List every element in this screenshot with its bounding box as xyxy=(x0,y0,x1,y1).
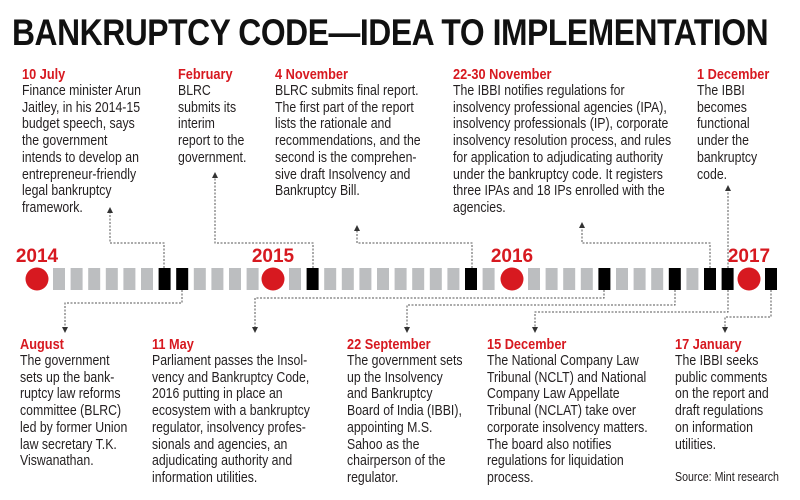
month-block xyxy=(483,268,495,290)
year-label: 2015 xyxy=(251,246,295,267)
event-description-line: on information xyxy=(675,418,753,436)
month-block xyxy=(289,268,301,290)
event-description-line: Parliament passes the Insol- xyxy=(152,352,308,369)
event-month-block xyxy=(159,268,171,290)
event-description-line: insolvency professional agencies (IPA), xyxy=(453,98,667,116)
event-description-line: second is the comprehen- xyxy=(275,148,417,166)
event-description-line: agencies. xyxy=(453,198,506,216)
month-block xyxy=(342,268,354,290)
event-description-line: recommendations, and the xyxy=(275,132,421,150)
event-description-line: Board of India (IBBI), xyxy=(347,402,462,420)
event-month-block xyxy=(176,268,188,290)
event-description xyxy=(487,353,648,487)
month-block xyxy=(229,268,241,290)
event-description xyxy=(178,83,246,167)
event-description xyxy=(275,83,421,200)
event-date: 1 December xyxy=(697,66,770,83)
event-description-line: Viswanathan. xyxy=(20,452,94,470)
event-description-line: government. xyxy=(178,148,247,166)
year-label: 2017 xyxy=(727,246,771,267)
event-description-line: for application to adjudicating authority xyxy=(453,148,663,166)
event-month-block xyxy=(722,268,734,290)
event-month-block xyxy=(704,268,716,290)
event-month-block xyxy=(765,268,777,290)
event-date: August xyxy=(20,336,64,353)
event-description-line: utilities. xyxy=(675,435,717,453)
event-description-line: Sahoo as the xyxy=(347,435,420,453)
month-block xyxy=(71,268,83,290)
event-description-line: The IBBI xyxy=(697,82,745,99)
month-block xyxy=(651,268,663,290)
event-date: 11 May xyxy=(152,336,194,353)
event-description-line: The government sets xyxy=(347,352,463,369)
timeline-event xyxy=(347,336,488,487)
event-date: 10 July xyxy=(22,66,66,83)
event-description-line: regulations for liquidation xyxy=(487,452,624,470)
month-block xyxy=(686,268,698,290)
month-block xyxy=(141,268,153,290)
event-description-line: three IPAs and 18 IPs enrolled with the xyxy=(453,182,665,200)
event-description-line: ecosystem with a bankruptcy xyxy=(152,402,310,420)
event-description-line: functional xyxy=(697,115,750,133)
event-description-line: insolvency resolution process, and rules xyxy=(453,132,672,150)
month-block xyxy=(616,268,628,290)
event-description-line: draft regulations xyxy=(675,402,764,420)
timeline-event xyxy=(453,66,719,217)
month-block xyxy=(395,268,407,290)
connector-11-may xyxy=(255,290,604,330)
month-block xyxy=(211,268,223,290)
month-block xyxy=(247,268,259,290)
month-block xyxy=(377,268,389,290)
year-label: 2016 xyxy=(490,246,534,267)
event-date: 17 January xyxy=(675,336,742,353)
connector-august xyxy=(65,290,182,330)
event-description-line: submits its xyxy=(178,98,237,116)
event-description-line: legal bankruptcy xyxy=(22,182,112,200)
event-description-line: on the report and xyxy=(675,385,769,403)
infographic-title: BANKRUPTCY CODE—IDEA TO IMPLEMENTATION xyxy=(12,12,769,53)
year-marker xyxy=(262,268,285,291)
year-label: 2014 xyxy=(15,246,59,267)
month-block xyxy=(359,268,371,290)
event-description-line: bankruptcy xyxy=(697,148,758,166)
event-description-line: The board also notifies xyxy=(487,435,612,453)
month-block xyxy=(546,268,558,290)
month-block xyxy=(581,268,593,290)
event-description-line: chairperson of the xyxy=(347,452,446,470)
event-description-line: Finance minister Arun xyxy=(22,82,141,99)
timeline-event xyxy=(675,336,789,453)
year-marker xyxy=(26,268,49,291)
event-description xyxy=(152,353,310,487)
event-description-line: entrepreneur-friendly xyxy=(22,165,137,183)
event-description-line: corporate insolvency matters. xyxy=(487,418,648,436)
source-note: Source: Mint research xyxy=(675,470,779,484)
event-description-line: committee (BLRC) xyxy=(20,402,122,420)
event-description-line: framework. xyxy=(22,198,83,216)
event-description-line: up the Insolvency xyxy=(347,368,443,386)
event-description-line: report to the xyxy=(178,132,245,150)
month-block xyxy=(412,268,424,290)
event-description-line: The National Company Law xyxy=(487,352,639,369)
connector-10-july xyxy=(110,210,164,268)
month-block xyxy=(430,268,442,290)
timeline-event xyxy=(20,336,151,470)
event-description-line: budget speech, says xyxy=(22,115,135,133)
event-description-line: The IBBI notifies regulations for xyxy=(453,82,625,99)
event-description-line: The IBBI seeks xyxy=(675,352,759,369)
event-description xyxy=(22,83,141,217)
event-description-line: Tribunal (NCLAT) take over xyxy=(487,402,637,420)
event-month-block xyxy=(307,268,319,290)
event-description-line: vency and Bankruptcy Code, xyxy=(152,368,310,386)
event-description-line: regulator, insolvency profes- xyxy=(152,418,306,436)
event-description-line: The government xyxy=(20,352,110,369)
event-description-line: public comments xyxy=(675,368,768,386)
event-description-line: The first part of the report xyxy=(275,98,414,116)
event-description-line: led by former Union xyxy=(20,418,128,436)
event-description-line: adjudicating authority and xyxy=(152,452,293,470)
event-description-line: Bankruptcy Bill. xyxy=(275,182,360,200)
event-description xyxy=(697,83,767,183)
event-description-line: and Bankruptcy xyxy=(347,385,433,403)
event-description-line: ruptcy law reforms xyxy=(20,385,121,403)
connector-22-september xyxy=(407,290,675,330)
month-block xyxy=(563,268,575,290)
event-description-line: lists the rationale and xyxy=(275,115,392,133)
timeline-event xyxy=(697,66,782,183)
timeline-event xyxy=(22,66,167,217)
month-block xyxy=(53,268,65,290)
event-description-line: Jaitley, in his 2014-15 xyxy=(22,98,141,116)
event-description-line: BLRC xyxy=(178,82,211,99)
connector-4-november xyxy=(357,228,472,268)
event-description-line: law secretary T.K. xyxy=(20,435,117,453)
event-description xyxy=(453,83,671,217)
month-block xyxy=(528,268,540,290)
event-month-block xyxy=(598,268,610,290)
event-description-line: sive draft Insolvency and xyxy=(275,165,411,183)
event-description xyxy=(675,353,769,453)
event-description-line: sets up the bank- xyxy=(20,368,115,386)
event-description-line: 2016 putting in place an xyxy=(152,385,283,403)
year-marker xyxy=(738,268,761,291)
event-description-line: BLRC submits final report. xyxy=(275,82,419,99)
event-description-line: under the xyxy=(697,132,749,150)
connector-17-january xyxy=(725,290,771,330)
month-block xyxy=(88,268,100,290)
event-month-block xyxy=(465,268,477,290)
event-description xyxy=(20,353,127,470)
event-month-block xyxy=(669,268,681,290)
event-date: 15 December xyxy=(487,336,567,353)
connector-22-30-november xyxy=(582,225,710,268)
connector-15-december xyxy=(535,290,728,330)
event-description-line: insolvency professionals (IP), corporate xyxy=(453,115,669,133)
month-block xyxy=(106,268,118,290)
month-block xyxy=(123,268,135,290)
year-marker xyxy=(501,268,524,291)
month-block xyxy=(447,268,459,290)
event-date: 22 September xyxy=(347,336,431,353)
timeline-event xyxy=(275,66,453,200)
event-date: 22-30 November xyxy=(453,66,552,83)
event-description-line: Company Law Appellate xyxy=(487,385,620,403)
event-description xyxy=(347,353,463,487)
timeline-event xyxy=(487,336,683,487)
event-description-line: information utilities. xyxy=(152,468,258,486)
event-description-line: the government xyxy=(22,132,108,150)
event-description-line: becomes xyxy=(697,98,747,116)
event-description-line: sionals and agencies, an xyxy=(152,435,288,453)
month-block xyxy=(324,268,336,290)
event-description-line: appointing M.S. xyxy=(347,418,433,436)
event-description-line: intends to develop an xyxy=(22,148,139,166)
event-date: 4 November xyxy=(275,66,348,83)
timeline-event xyxy=(152,336,345,487)
event-description-line: under the bankruptcy code. It registers xyxy=(453,165,663,183)
month-block xyxy=(634,268,646,290)
month-block xyxy=(194,268,206,290)
event-description-line: interim xyxy=(178,115,215,133)
event-description-line: Tribunal (NCLT) and National xyxy=(487,368,647,386)
event-description-line: code. xyxy=(697,165,728,183)
event-description-line: regulator. xyxy=(347,468,399,486)
timeline-event xyxy=(178,66,261,167)
event-description-line: process. xyxy=(487,468,534,486)
event-date: February xyxy=(178,66,233,83)
